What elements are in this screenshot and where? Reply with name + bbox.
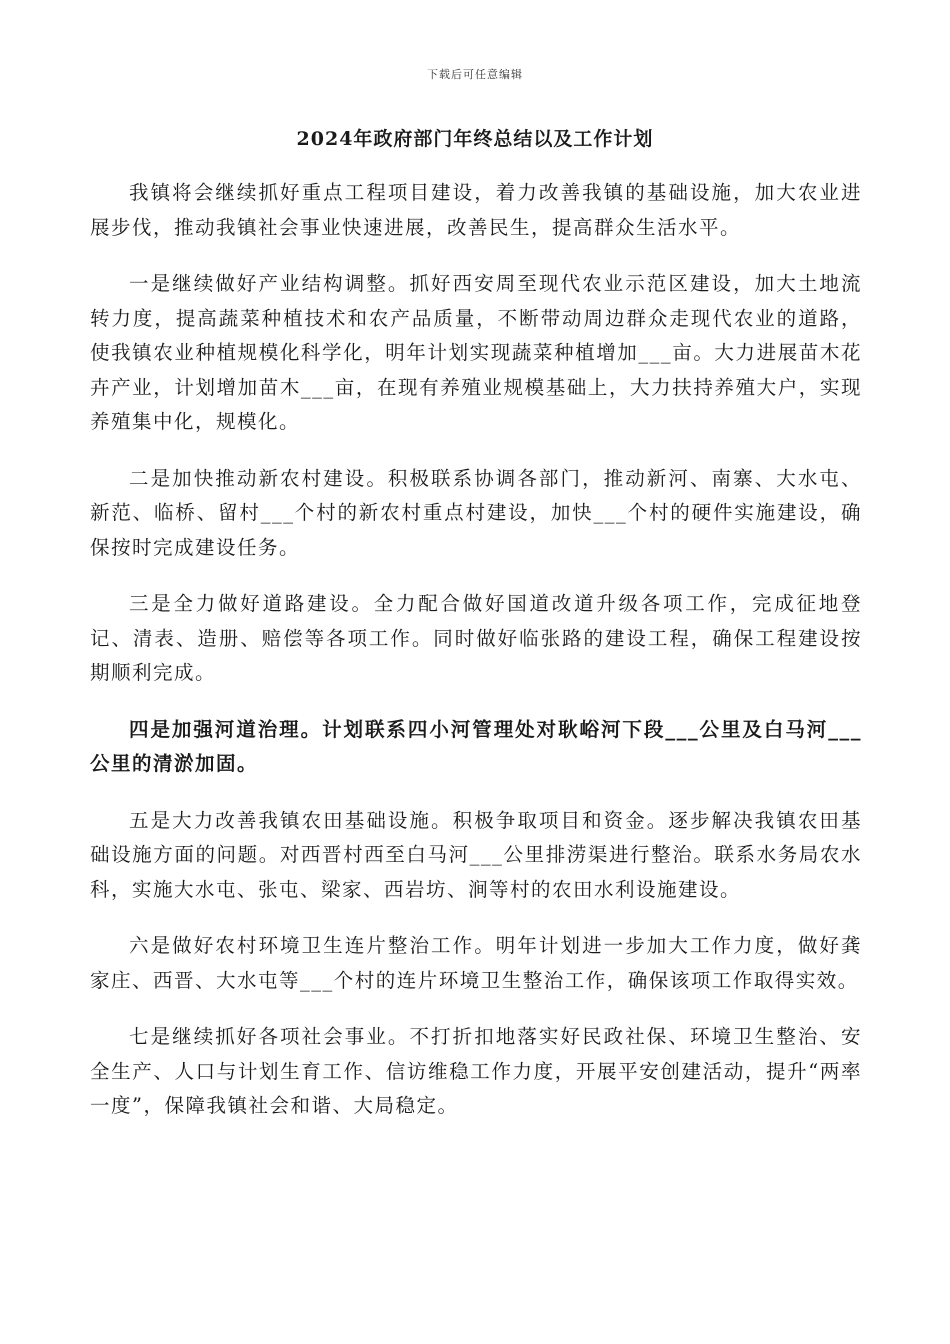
paragraph-item-6: 六是做好农村环境卫生连片整治工作。明年计划进一步加大工作力度，做好龚家庄、西晋、大水屯等___个村的连片环境卫生整治工作，确保该项工作取得实效。 [90,934,862,992]
paragraph-item-3: 三是全力做好道路建设。全力配合做好国道改道升级各项工作，完成征地登记、清表、造册、赔偿等各项工作。同时做好临张路的建设工程，确保工程建设按期顺利完成。 [90,592,862,684]
document-body [90,176,862,1146]
paragraph-item-2: 二是加快推动新农村建设。积极联系协调各部门，推动新河、南寨、大水屯、新范、临桥、留村___个村的新农村重点村建设，加快___个村的硬件实施建设，确保按时完成建设任务。 [90,466,862,559]
document-title: 2024年政府部门年终总结以及工作计划 [296,128,654,150]
paragraph-intro: 我镇将会继续抓好重点工程项目建设，着力改善我镇的基础设施，加大农业进展步伐，推动我镇社会事业快速进展，改善民生，提高群众生活水平。 [90,181,862,239]
paragraph-item-7: 七是继续抓好各项社会事业。不打折扣地落实好民政社保、环境卫生整治、安全生产、人口与计划生育工作、信访维稳工作力度，开展平安创建活动，提升“两率一度”，保障我镇社会和谐、大局稳定。 [90,1025,862,1117]
paragraph-item-4: 四是加强河道治理。计划联系四小河管理处对耿峪河下段___公里及白马河___公里的清淤加固。 [90,717,862,775]
paragraph-item-1: 一是继续做好产业结构调整。抓好西安周至现代农业示范区建设，加大土地流转力度，提高蔬菜种植技术和农产品质量，不断带动周边群众走现代农业的道路，使我镇农业种植规模化科学化，明年计划实现蔬菜种植增加___亩。大力进展苗木花卉产业，计划增加苗木___亩，在现有养殖业规模基础上，大力扶持养殖大户，实现养殖集中化，规模化。 [90,272,862,433]
paragraph-item-5: 五是大力改善我镇农田基础设施。积极争取项目和资金。逐步解决我镇农田基础设施方面的问题。对西晋村西至白马河___公里排涝渠进行整治。联系水务局农水科，实施大水屯、张屯、梁家、西岩坊、涧等村的农田水利设施建设。 [90,808,862,901]
header-note: 下载后可任意编辑 [427,68,523,81]
